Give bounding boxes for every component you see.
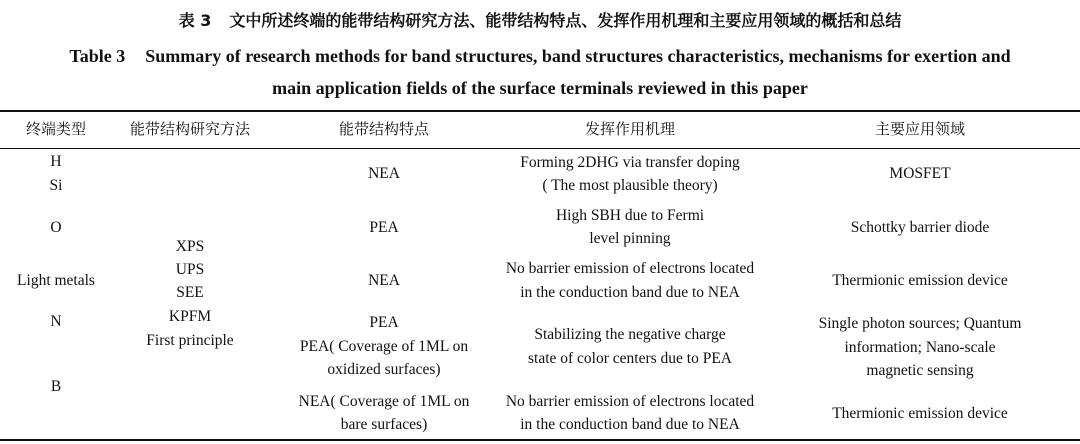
terminal-si: Si [49,177,63,194]
row4-feature-line2: PEA( Coverage of 1ML on [299,338,469,355]
table-number-cn: 表 3 [178,11,212,30]
terminal-b: B [50,378,62,395]
terminal-light-metals: Light metals [17,272,95,289]
header-terminal-type: 终端类型 [25,120,87,138]
row1-feature: NEA [368,165,400,182]
table-caption-en-line2: main application fields of the surface terminals reviewed in this paper [272,78,808,98]
method-xps: XPS [175,238,205,255]
row3-application: Thermionic emission device [832,272,1008,289]
row3-feature: NEA [368,272,400,289]
top-rule [0,110,1080,112]
row5-mechanism-line2: in the conduction band due to NEA [520,416,740,433]
table-caption-en-line1 [0,46,1080,67]
header-research-method: 能带结构研究方法 [129,120,251,138]
row5-feature-line1: NEA( Coverage of 1ML on [298,393,470,410]
header-application: 主要应用领域 [874,120,966,138]
row1-application: MOSFET [889,165,951,182]
method-first-principle: First principle [146,332,234,349]
terminal-h: H [50,153,62,170]
method-kpfm: KPFM [168,308,212,325]
row5-feature-line2: bare surfaces) [340,416,428,433]
row5-application: Thermionic emission device [832,405,1008,422]
row4-feature-line3: oxidized surfaces) [327,361,441,378]
header-mechanism: 发挥作用机理 [584,120,676,138]
row1-mechanism-line2: ( The most plausible theory) [542,177,718,194]
row2-mechanism-line2: level pinning [589,230,671,247]
row3-mechanism-line1: No barrier emission of electrons located [505,260,755,277]
row4-application-line1: Single photon sources; Quantum [818,315,1022,332]
table-title-en-1: Summary of research methods for band structures, band structures characteristics, mechanisms for exertion and [145,46,1011,66]
table-number-en: Table 3 [69,46,126,66]
row4-mechanism-line1: Stabilizing the negative charge [534,326,726,343]
row3-mechanism-line2: in the conduction band due to NEA [520,284,740,301]
row4-feature-line1: PEA [369,314,399,331]
row2-feature: PEA [369,219,399,236]
method-see: SEE [176,284,204,301]
terminal-o: O [50,219,62,236]
table-caption-cn [0,8,1080,31]
terminal-n: N [50,313,62,330]
header-band-feature: 能带结构特点 [338,120,430,138]
row2-application: Schottky barrier diode [850,219,990,236]
row5-mechanism-line1: No barrier emission of electrons located [505,393,755,410]
row4-mechanism-line2: state of color centers due to PEA [527,350,733,367]
method-ups: UPS [175,261,205,278]
row4-application-line3: magnetic sensing [866,362,974,379]
bottom-rule [0,439,1080,441]
table-title-cn: 文中所述终端的能带结构研究方法、能带结构特点、发挥作用机理和主要应用领域的概括和总结 [229,11,902,30]
row4-application-line2: information; Nano-scale [844,339,996,356]
header-rule [0,148,1080,149]
row2-mechanism-line1: High SBH due to Fermi [555,207,705,224]
row1-mechanism-line1: Forming 2DHG via transfer doping [520,154,740,171]
